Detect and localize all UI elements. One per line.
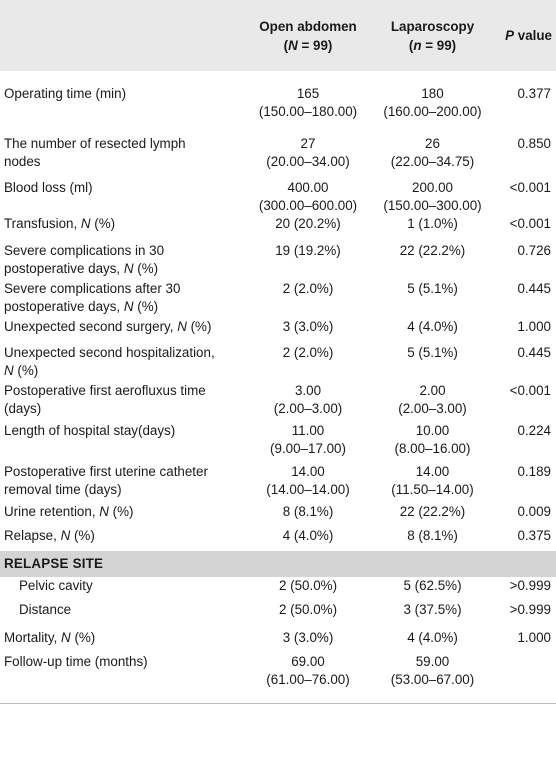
row-label: [0, 463, 243, 503]
table-row-aerofluxus: [0, 382, 556, 422]
table-header: [0, 0, 556, 71]
lap-range: (8.00–16.00): [394, 441, 471, 456]
open-median: 14.00: [291, 464, 325, 479]
lap-range: (11.50–14.00): [391, 482, 474, 497]
header-open-abdomen: [243, 0, 373, 71]
row-label-line1: Unexpected second hospitalization,: [4, 345, 215, 360]
p-value: 1.000: [517, 630, 551, 645]
section-title: [0, 551, 556, 577]
open-range: (20.00–34.00): [266, 154, 350, 169]
lap-value: 22 (22.2%): [399, 243, 466, 258]
row-label-line2: postoperative days, N (%): [4, 261, 159, 276]
section-header-relapse-site: [0, 551, 556, 577]
row-label: Unexpected second surgery, N (%): [4, 319, 212, 334]
open-value: 8 (8.1%): [282, 504, 334, 519]
p-value: 0.377: [517, 86, 551, 101]
table-row-relapse: [0, 527, 556, 551]
section-title-text: RELAPSE SITE: [4, 556, 104, 571]
p-value: <0.001: [509, 180, 551, 195]
p-value: [492, 653, 556, 704]
open-value: 2 (2.0%): [282, 281, 334, 296]
open-median: 3.00: [294, 383, 322, 398]
open-value: [243, 463, 373, 503]
row-label-line1: Postoperative first aerofluxus time: [4, 383, 206, 398]
header-lap-n: (n = 99): [408, 37, 457, 53]
table-row-pelvic-cavity: [0, 577, 556, 601]
row-label-line2: postoperative days, N (%): [4, 299, 159, 314]
p-value: 0.445: [517, 345, 551, 360]
lap-median: 26: [425, 136, 440, 151]
p-value: 0.189: [517, 464, 551, 479]
row-label: [0, 280, 243, 318]
header-laparoscopy: [373, 0, 492, 71]
lap-median: 180: [421, 86, 444, 101]
lap-range: (2.00–3.00): [398, 401, 467, 416]
row-label-line1: Postoperative first uterine catheter: [4, 464, 208, 479]
open-value: [243, 71, 373, 135]
header-label-column: [0, 0, 243, 71]
p-value: 1.000: [517, 319, 551, 334]
lap-range: (160.00–200.00): [383, 104, 482, 119]
row-label: [0, 382, 243, 422]
p-value: 0.850: [517, 136, 551, 151]
header-lap-title: Laparoscopy: [390, 18, 475, 34]
table-row-urine-retention: [0, 503, 556, 527]
lap-value: 4 (4.0%): [407, 319, 458, 334]
row-label: Blood loss (ml): [4, 180, 93, 195]
lap-median: 59.00: [415, 654, 450, 669]
lap-value: [373, 653, 492, 704]
table-row-second-surgery: [0, 318, 556, 344]
p-value: 0.726: [517, 243, 551, 258]
lap-range: (53.00–67.00): [390, 672, 475, 687]
open-median: 400.00: [287, 180, 329, 195]
row-label: Follow-up time (months): [0, 653, 243, 704]
lap-value: [373, 135, 492, 179]
row-label: Pelvic cavity: [19, 578, 93, 593]
row-label: Mortality, N (%): [4, 630, 96, 645]
lap-range: (150.00–300.00): [383, 198, 482, 213]
open-value: 19 (19.2%): [275, 243, 341, 258]
p-value: >0.999: [509, 578, 551, 593]
lap-value: 5 (5.1%): [407, 345, 458, 360]
row-label: Distance: [19, 602, 72, 617]
p-value: <0.001: [509, 383, 551, 398]
open-range: (14.00–14.00): [266, 482, 350, 497]
open-median: 11.00: [291, 423, 325, 438]
open-range: (61.00–76.00): [266, 672, 350, 687]
table-row-mortality: [0, 629, 556, 653]
table-row-transfusion: [0, 215, 556, 242]
open-value: 2 (50.0%): [278, 578, 338, 593]
row-label: [0, 135, 243, 179]
lap-value: 8 (8.1%): [407, 528, 458, 543]
open-value: [243, 382, 373, 422]
open-value: 4 (4.0%): [282, 528, 334, 543]
lap-range: (22.00–34.75): [390, 154, 475, 169]
header-p-value: P value: [505, 28, 552, 43]
header-open-n: (N = 99): [283, 37, 333, 53]
open-value: [243, 179, 373, 215]
table-row-hospital-stay: [0, 422, 556, 463]
lap-value: 4 (4.0%): [407, 630, 458, 645]
table-row-follow-up: [0, 653, 556, 704]
p-value: 0.445: [517, 281, 551, 296]
p-value: 0.009: [517, 504, 551, 519]
open-value: [243, 135, 373, 179]
table-row-distance: [0, 601, 556, 629]
table-row-operating-time: [0, 71, 556, 135]
p-value: 0.224: [517, 423, 551, 438]
table-row-blood-loss: [0, 179, 556, 215]
p-value: <0.001: [509, 216, 551, 231]
open-range: (300.00–600.00): [258, 198, 358, 213]
row-label-line2: removal time (days): [4, 482, 122, 497]
open-median: 27: [300, 136, 316, 151]
row-label: [0, 242, 243, 280]
open-value: 20 (20.2%): [275, 216, 341, 231]
open-value: 2 (50.0%): [278, 602, 338, 617]
open-value: [243, 653, 373, 704]
row-label: Urine retention, N (%): [4, 504, 134, 519]
row-label-line1: The number of resected lymph: [4, 136, 186, 151]
p-value: 0.375: [517, 528, 551, 543]
open-range: (2.00–3.00): [273, 401, 343, 416]
open-value: [243, 422, 373, 463]
open-range: (150.00–180.00): [258, 104, 358, 119]
lap-value: [373, 71, 492, 135]
row-label: Length of hospital stay(days): [4, 423, 176, 438]
p-value: >0.999: [509, 602, 551, 617]
table-row-second-hospitalization: [0, 344, 556, 382]
lap-value: [373, 463, 492, 503]
table-row-catheter-removal: [0, 463, 556, 503]
open-median: 165: [296, 86, 320, 101]
lap-value: [373, 179, 492, 215]
row-label-line1: Severe complications in 30: [4, 243, 165, 258]
row-label-line2: nodes: [4, 154, 41, 169]
lap-value: 5 (62.5%): [403, 578, 462, 593]
row-label-line2: (days): [4, 401, 42, 416]
lap-value: 5 (5.1%): [407, 281, 458, 296]
table-body: [0, 71, 556, 704]
row-label: Transfusion, N (%): [4, 216, 116, 231]
table-row-severe-after-30: [0, 280, 556, 318]
row-label: Relapse, N (%): [4, 528, 95, 543]
lap-value: 3 (37.5%): [403, 602, 462, 617]
open-median: 69.00: [291, 654, 325, 669]
header-row: [0, 0, 556, 71]
header-open-title: Open abdomen: [259, 18, 357, 34]
row-label: [0, 344, 243, 382]
row-label: Operating time (min): [4, 86, 127, 101]
lap-value: [373, 382, 492, 422]
table-row-lymph-nodes: [0, 135, 556, 179]
row-label-line2: N (%): [4, 363, 39, 378]
lap-value: 1 (1.0%): [407, 216, 458, 231]
row-label-line1: Severe complications after 30: [4, 281, 181, 296]
lap-median: 2.00: [419, 383, 446, 398]
open-value: 3 (3.0%): [282, 630, 334, 645]
lap-median: 200.00: [412, 180, 453, 195]
open-value: 3 (3.0%): [282, 319, 334, 334]
table-row-severe-in-30: [0, 242, 556, 280]
lap-value: [373, 422, 492, 463]
lap-median: 10.00: [415, 423, 450, 438]
open-range: (9.00–17.00): [270, 441, 346, 456]
open-value: 2 (2.0%): [282, 345, 334, 360]
lap-median: 14.00: [415, 464, 450, 479]
lap-value: 22 (22.2%): [399, 504, 466, 519]
